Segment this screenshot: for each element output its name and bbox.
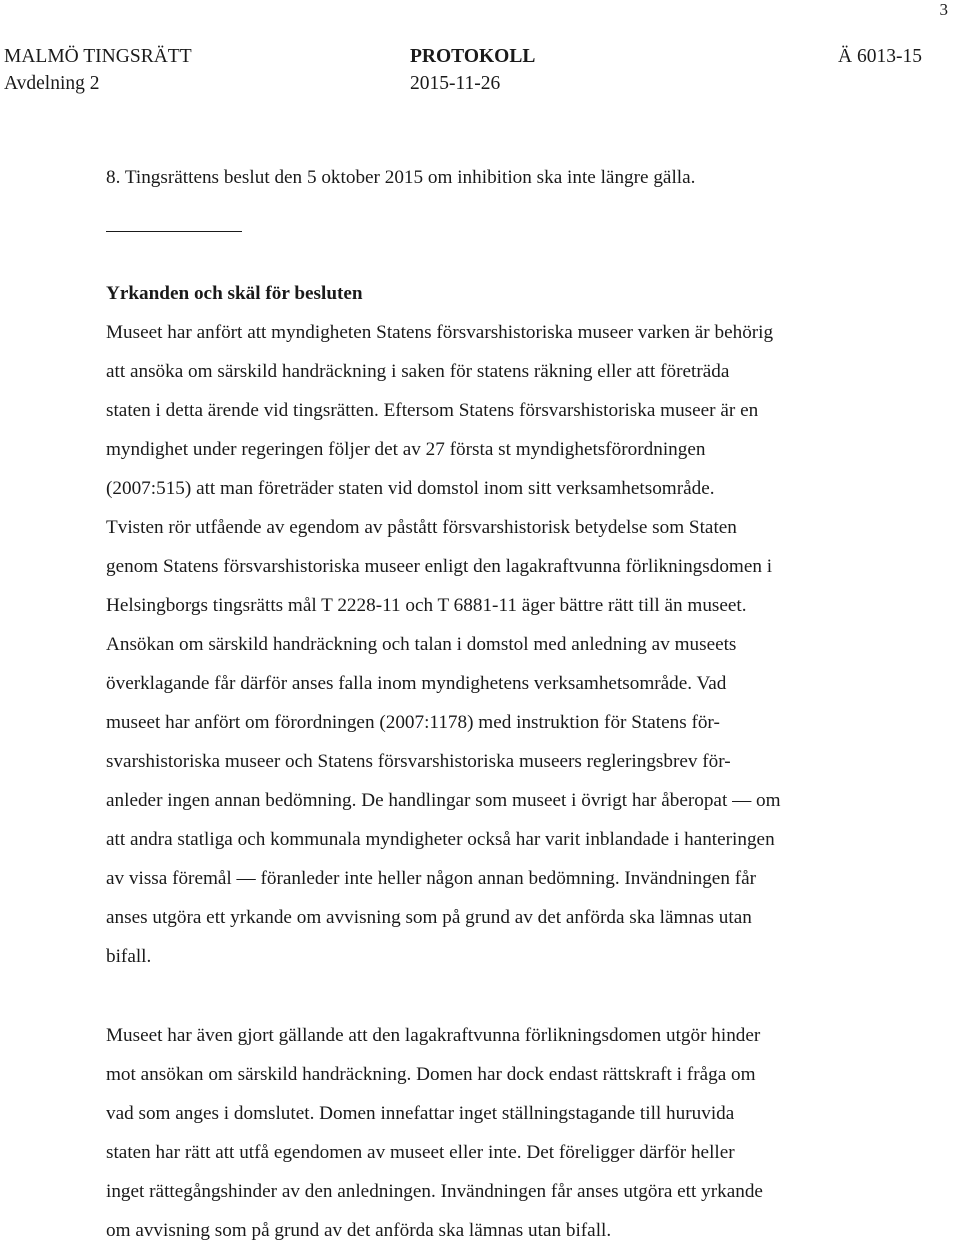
paragraph-line: genom Statens försvarshistoriska museer enligt den lagakraftvunna förlikningsdomen i (106, 556, 773, 577)
page-number: 3 (939, 0, 948, 19)
paragraph-line: staten har rätt att utfå egendomen av museet eller inte. Det föreligger därför heller (106, 1142, 735, 1163)
division-name: Avdelning 2 (4, 73, 100, 94)
header-row-1 (4, 46, 922, 72)
paragraph-line: inget rättegångshinder av den anledningen. Invändningen får anses utgöra ett yrkande (106, 1181, 763, 1202)
paragraph-line: Ansökan om särskild handräckning och talan i domstol med anledning av museets (106, 634, 737, 655)
paragraph-line: om avvisning som på grund av det anförda ska lämnas utan bifall. (106, 1220, 612, 1241)
paragraph-line: bifall. (106, 946, 152, 967)
document-type: PROTOKOLL (410, 46, 536, 67)
separator-line (106, 231, 242, 232)
paragraph-line: (2007:515) att man företräder staten vid domstol inom sitt verksamhetsområde. (106, 478, 715, 499)
case-number: Ä 6013-15 (838, 46, 922, 67)
document-date: 2015-11-26 (410, 73, 501, 94)
paragraph-line: Museet har anfört att myndigheten Statens försvarshistoriska museer varken är behörig (106, 322, 774, 343)
court-name: MALMÖ TINGSRÄTT (4, 46, 192, 67)
paragraph-line: Helsingborgs tingsrätts mål T 2228-11 och T 6881-11 äger bättre rätt till än museet. (106, 595, 747, 616)
paragraph-line: vad som anges i domslutet. Domen innefattar inget ställningstagande till huruvida (106, 1103, 735, 1124)
paragraph-line: att ansöka om särskild handräckning i saken för statens räkning eller att företräda (106, 361, 730, 382)
decision-item-8: 8. Tingsrättens beslut den 5 oktober 2015 om inhibition ska inte längre gälla. (106, 167, 696, 188)
paragraph-line: att andra statliga och kommunala myndigheter också har varit inblandade i hanteringen (106, 829, 775, 850)
paragraph-line: av vissa föremål — föranleder inte heller någon annan bedömning. Invändningen får (106, 868, 757, 889)
paragraph-line: Museet har även gjort gällande att den lagakraftvunna förlikningsdomen utgör hinder (106, 1025, 761, 1046)
header-row-2 (4, 73, 922, 99)
paragraph-line: museet har anfört om förordningen (2007:1178) med instruktion för Statens för- (106, 712, 720, 733)
paragraph-line: svarshistoriska museer och Statens försvarshistoriska museers regleringsbrev för- (106, 751, 731, 772)
paragraph-line: mot ansökan om särskild handräckning. Domen har dock endast rättskraft i fråga om (106, 1064, 756, 1085)
paragraph-line: anses utgöra ett yrkande om avvisning som på grund av det anförda ska lämnas utan (106, 907, 752, 928)
paragraph-line: Tvisten rör utfående av egendom av påstått försvarshistorisk betydelse som Staten (106, 517, 737, 538)
section-heading: Yrkanden och skäl för besluten (106, 283, 363, 304)
paragraph-line: anleder ingen annan bedömning. De handlingar som museet i övrigt har åberopat — om (106, 790, 781, 811)
paragraph-line: myndighet under regeringen följer det av 27 första st myndighetsförordningen (106, 439, 706, 460)
paragraph-line: överklagande får därför anses falla inom myndighetens verksamhetsområde. Vad (106, 673, 727, 694)
paragraph-line: staten i detta ärende vid tingsrätten. Eftersom Statens försvarshistoriska museer är en (106, 400, 759, 421)
